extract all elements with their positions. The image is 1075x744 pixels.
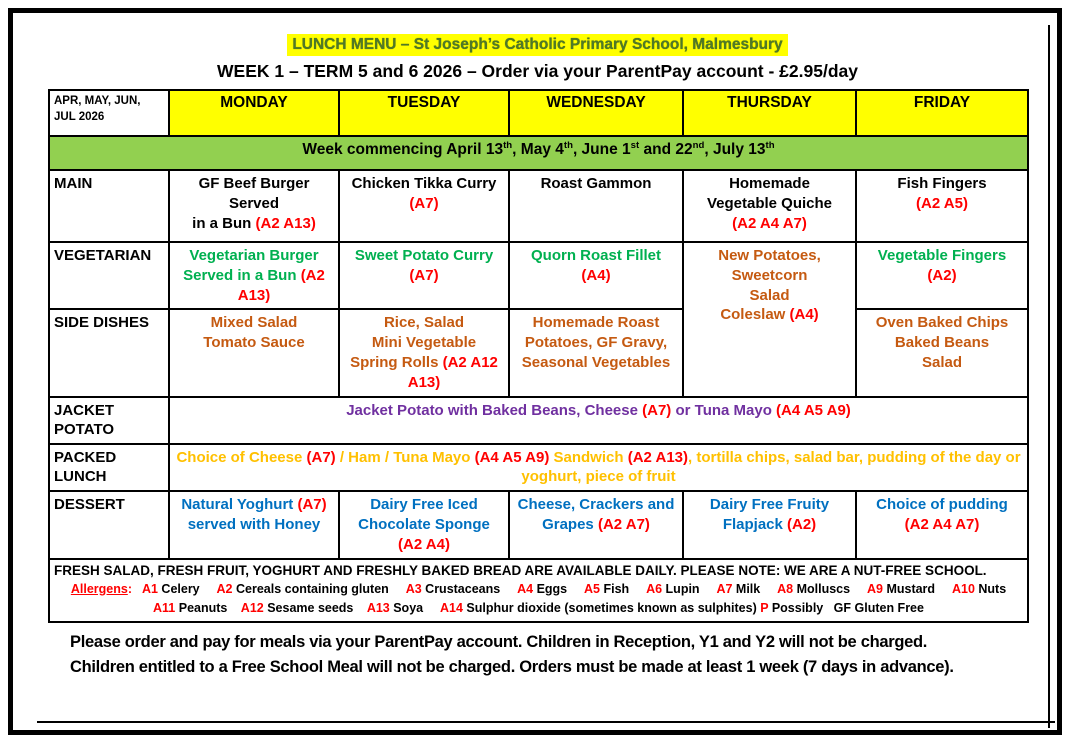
menu-cell-main-wednesday: Roast Gammon xyxy=(509,170,683,242)
menu-cell-thursday-merged-sides: New Potatoes, Sweetcorn Salad Coleslaw (A4) xyxy=(683,242,856,397)
menu-document xyxy=(48,34,1027,680)
menu-cell-side-wednesday: Homemade Roast Potatoes, GF Gravy, Seasonal Vegetables xyxy=(509,309,683,396)
menu-cell-jacket-potato: Jacket Potato with Baked Beans, Cheese (A7) or Tuna Mayo (A4 A5 A9) xyxy=(169,397,1028,444)
allergen-legend: Allergens: A1 Celery A2 Cereals containing gluten A3 Crustaceans A4 Eggs A5 Fish A6 Lupin A7 Milk A8 Molluscs A9 Mustard A10 Nuts A11 Peanuts A12 Sesame seeds A13 Soya A14 Sulphur dioxide (sometimes known as sulphites) P Possibly GF Gluten Free xyxy=(70,581,1007,615)
day-header-monday: MONDAY xyxy=(169,90,339,136)
info-cell xyxy=(49,559,1028,623)
row-label-jacket-potato: JACKET POTATO xyxy=(49,397,169,444)
day-header-friday: FRIDAY xyxy=(856,90,1028,136)
ordering-note-line2: Children entitled to a Free School Meal will not be charged. Orders must be made at least 1 week (7 days in advance). xyxy=(70,658,954,677)
row-label-dessert: DESSERT xyxy=(49,491,169,558)
ordering-note-line1: Please order and pay for meals via your ParentPay account. Children in Reception, Y1 and Y2 will not be charged. xyxy=(70,633,928,652)
page-title-text: LUNCH MENU – St Joseph’s Catholic Primary School, Malmesbury xyxy=(287,34,787,56)
menu-cell-dessert-monday: Natural Yoghurt (A7) served with Honey xyxy=(169,491,339,558)
header-row xyxy=(49,90,1028,136)
menu-cell-vegetarian-friday: Vegetable Fingers (A2) xyxy=(856,242,1028,309)
row-label-vegetarian: VEGETARIAN xyxy=(49,242,169,309)
menu-cell-packed-lunch: Choice of Cheese (A7) / Ham / Tuna Mayo (A4 A5 A9) Sandwich (A2 A13), tortilla chips, salad bar, pudding of the day or yoghurt, piece of fruit xyxy=(169,444,1028,492)
ordering-note xyxy=(70,630,1027,680)
page-subtitle: WEEK 1 – TERM 5 and 6 2026 – Order via your ParentPay account - £2.95/day xyxy=(217,61,858,81)
main-row xyxy=(49,170,1028,242)
menu-cell-main-tuesday: Chicken Tikka Curry (A7) xyxy=(339,170,509,242)
menu-cell-dessert-thursday: Dairy Free Fruity Flapjack (A2) xyxy=(683,491,856,558)
frame-shadow-right xyxy=(1048,25,1050,728)
day-header-thursday: THURSDAY xyxy=(683,90,856,136)
side-dishes-row xyxy=(49,309,1028,396)
menu-cell-vegetarian-tuesday: Sweet Potato Curry (A7) xyxy=(339,242,509,309)
lunch-menu-table xyxy=(48,89,1029,623)
menu-cell-main-monday: GF Beef Burger Served in a Bun (A2 A13) xyxy=(169,170,339,242)
menu-cell-dessert-friday: Choice of pudding (A2 A4 A7) xyxy=(856,491,1028,558)
menu-cell-vegetarian-monday: Vegetarian Burger Served in a Bun (A2 A13) xyxy=(169,242,339,309)
daily-availability-notice: FRESH SALAD, FRESH FRUIT, YOGHURT AND FRESHLY BAKED BREAD ARE AVAILABLE DAILY. PLEASE NOTE: WE ARE A NUT-FREE SCHOOL. xyxy=(54,562,987,578)
row-label-side-dishes: SIDE DISHES xyxy=(49,309,169,396)
week-commencing-row xyxy=(49,136,1028,170)
menu-cell-main-friday: Fish Fingers (A2 A5) xyxy=(856,170,1028,242)
row-label-main: MAIN xyxy=(49,170,169,242)
menu-cell-side-monday: Mixed Salad Tomato Sauce xyxy=(169,309,339,396)
menu-cell-vegetarian-wednesday: Quorn Roast Fillet (A4) xyxy=(509,242,683,309)
row-label-packed-lunch: PACKED LUNCH xyxy=(49,444,169,492)
frame-shadow-bottom xyxy=(37,721,1055,723)
menu-cell-dessert-wednesday: Cheese, Crackers and Grapes (A2 A7) xyxy=(509,491,683,558)
day-header-wednesday: WEDNESDAY xyxy=(509,90,683,136)
menu-cell-main-thursday: Homemade Vegetable Quiche (A2 A4 A7) xyxy=(683,170,856,242)
packed-lunch-row xyxy=(49,444,1028,492)
vegetarian-row xyxy=(49,242,1028,309)
dessert-row xyxy=(49,491,1028,558)
month-range-label: APR, MAY, JUN, JUL 2026 xyxy=(49,90,169,136)
menu-cell-side-friday: Oven Baked Chips Baked Beans Salad xyxy=(856,309,1028,396)
info-row xyxy=(49,559,1028,623)
menu-cell-dessert-tuesday: Dairy Free Iced Chocolate Sponge (A2 A4) xyxy=(339,491,509,558)
page-title xyxy=(48,34,1027,56)
jacket-potato-row xyxy=(49,397,1028,444)
week-commencing-label: Week commencing April 13th, May 4th, June 1st and 22nd, July 13th xyxy=(49,136,1028,170)
menu-cell-side-tuesday: Rice, Salad Mini Vegetable Spring Rolls (A2 A12 A13) xyxy=(339,309,509,396)
day-header-tuesday: TUESDAY xyxy=(339,90,509,136)
